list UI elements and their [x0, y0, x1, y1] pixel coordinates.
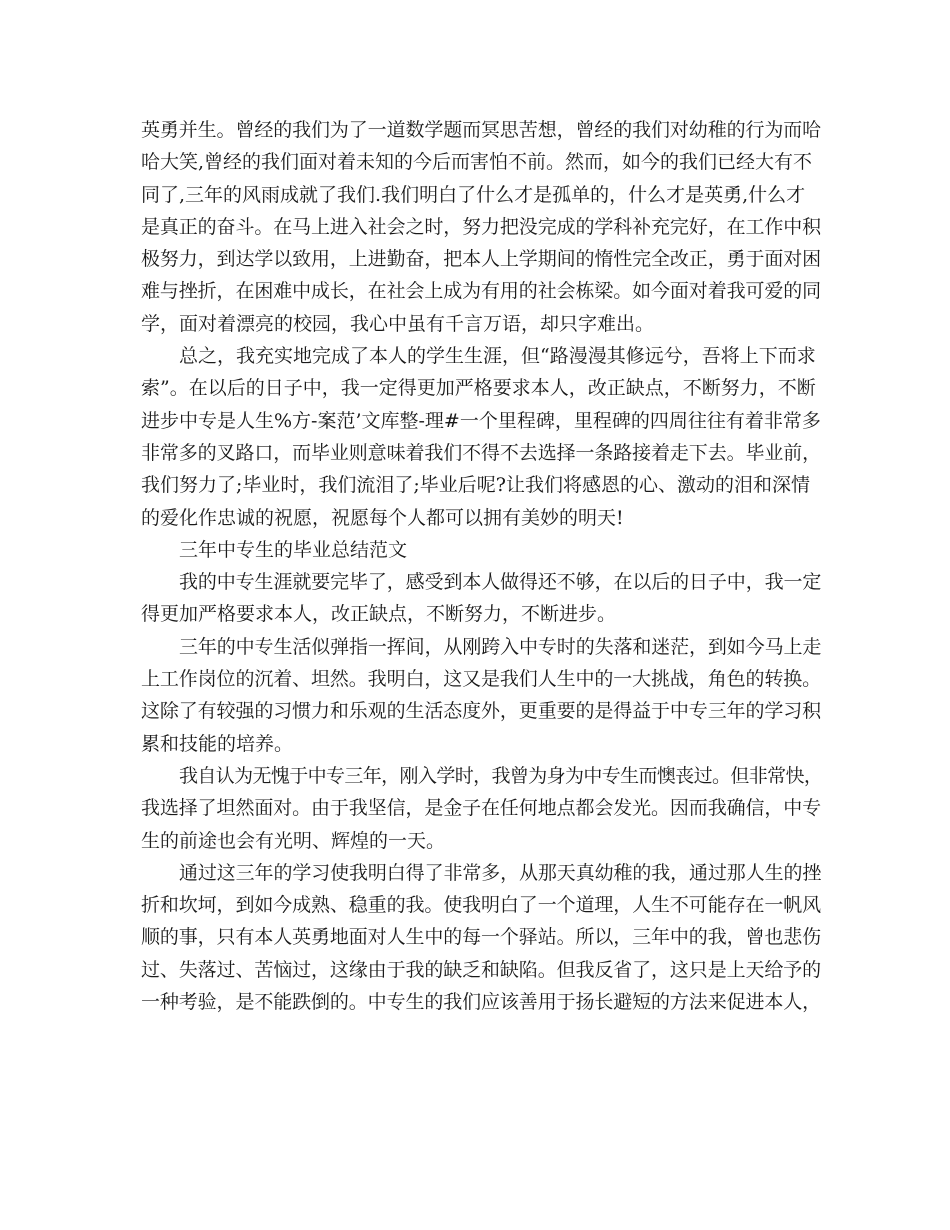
text-line: 一种考验，是不能跌倒的。中专生的我们应该善用于扬长避短的方法来促进本人， — [141, 991, 822, 1014]
text-line: 过、失落过、苦恼过，这缘由于我的缺乏和缺陷。但我反省了，这只是上天给予的 — [141, 958, 822, 981]
text-line: 得更加严格要求本人，改正缺点，不断努力，不断进步。 — [141, 603, 617, 626]
text-line: 三年的中专生活似弹指一挥间，从刚跨入中专时的失落和迷茫，到如今马上走 — [179, 635, 822, 658]
text-line: 生的前途也会有光明、辉煌的一天。 — [141, 829, 446, 852]
document-body — [141, 114, 821, 1018]
text-line: 学，面对着漂亮的校园，我心中虽有千言万语，却只字难出。 — [141, 312, 655, 335]
text-line: 哈大笑,曾经的我们面对着未知的今后而害怕不前。然而，如今的我们已经大有不 — [141, 151, 813, 174]
text-line: 我的中专生涯就要完毕了，感受到本人做得还不够，在以后的日子中，我一定 — [179, 571, 822, 594]
text-line: 同了,三年的风雨成就了我们.我们明白了什么才是孤单的，什么才是英勇,什么才 — [141, 183, 806, 206]
text-line: 我们努力了;毕业时，我们流泪了;毕业后呢?让我们将感恩的心、激动的泪和深情 — [141, 474, 810, 497]
text-line: 累和技能的培养。 — [141, 732, 294, 755]
text-line: 通过这三年的学习使我明白得了非常多，从那天真幼稚的我，通过那人生的挫 — [179, 861, 822, 884]
text-line: 三年中专生的毕业总结范文 — [179, 538, 408, 561]
text-line: 总之，我充实地完成了本人的学生生涯，但“路漫漫其修远兮，吾将上下而求 — [179, 345, 816, 368]
text-line: 这除了有较强的习惯力和乐观的生活态度外，更重要的是得益于中专三年的学习积 — [141, 700, 822, 723]
text-line: 进步中专是人生%方-案范’文库整-理#一个里程碑，里程碑的四周往往有着非常多 — [141, 409, 821, 432]
text-line: 折和坎坷，到如今成熟、稳重的我。使我明白了一个道理，人生不可能存在一帆风 — [141, 894, 822, 917]
text-line: 非常多的叉路口，而毕业则意味着我们不得不去选择一条路接着走下去。毕业前， — [141, 441, 822, 464]
text-line: 是真正的奋斗。在马上进入社会之时，努力把没完成的学科补充完好，在工作中积 — [141, 215, 822, 238]
text-line: 极努力，到达学以致用，上进勤奋，把本人上学期间的惰性完全改正，勇于面对困 — [141, 248, 822, 271]
text-line: 索”。在以后的日子中，我一定得更加严格要求本人，改正缺点，不断努力，不断 — [141, 377, 816, 400]
text-line: 英勇并生。曾经的我们为了一道数学题而冥思苦想，曾经的我们对幼稚的行为而哈 — [141, 119, 822, 141]
text-line: 我选择了坦然面对。由于我坚信，是金子在任何地点都会发光。因而我确信，中专 — [141, 797, 822, 820]
text-line: 我自认为无愧于中专三年，刚入学时，我曾为身为中专生而懊丧过。但非常快， — [179, 764, 823, 787]
text-line: 上工作岗位的沉着、坦然。我明白，这又是我们人生中的一大挑战，角色的转换。 — [141, 668, 822, 691]
text-line: 难与挫折，在困难中成长，在社会上成为有用的社会栋梁。如今面对着我可爱的同 — [141, 280, 822, 303]
text-line: 的爱化作忠诚的祝愿，祝愿每个人都可以拥有美妙的明天! — [141, 506, 624, 529]
text-line: 顺的事，只有本人英勇地面对人生中的每一个驿站。所以，三年中的我，曾也悲伤 — [141, 926, 822, 949]
